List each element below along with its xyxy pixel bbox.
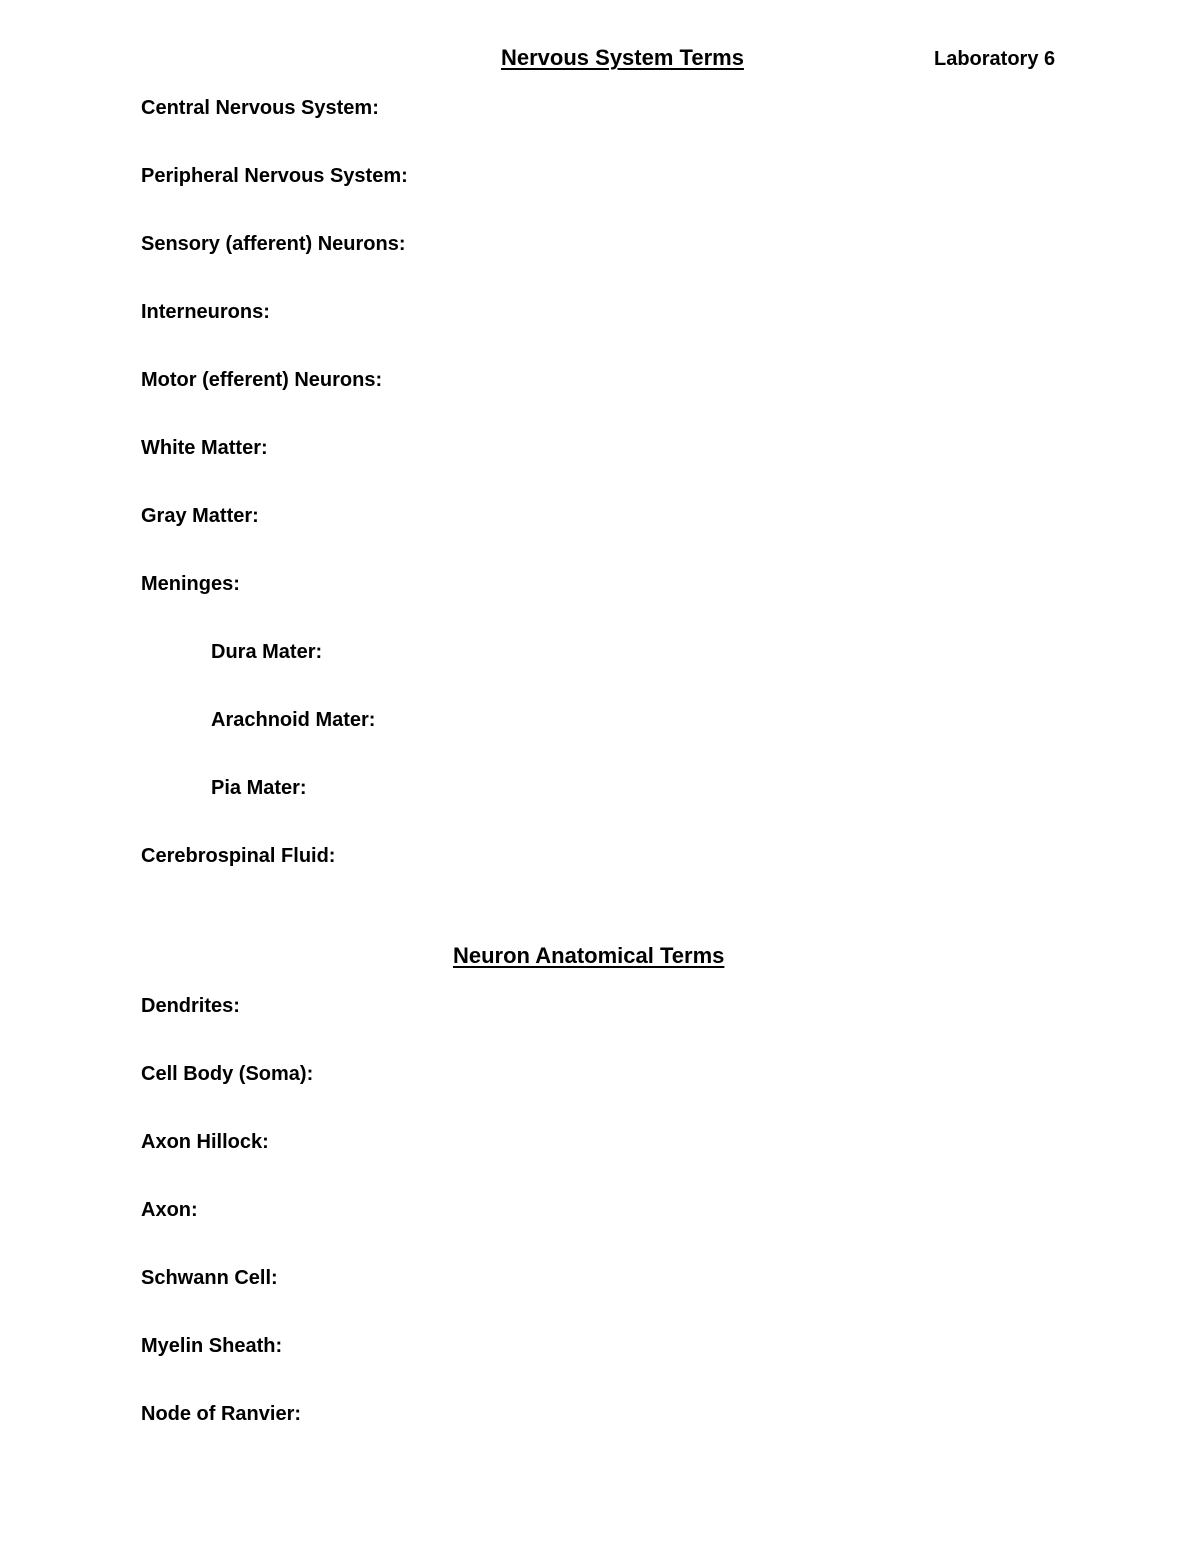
term-peripheral-nervous-system: Peripheral Nervous System: (141, 165, 408, 187)
page-title: Nervous System Terms (501, 45, 744, 70)
term-axon-hillock: Axon Hillock: (141, 1131, 269, 1153)
term-meninges: Meninges: (141, 573, 240, 595)
term-dura-mater: Dura Mater: (211, 641, 323, 663)
term-cerebrospinal-fluid: Cerebrospinal Fluid: (141, 845, 336, 867)
term-interneurons: Interneurons: (141, 301, 270, 323)
term-axon: Axon: (141, 1199, 198, 1221)
term-node-of-ranvier: Node of Ranvier: (141, 1403, 302, 1425)
term-schwann-cell: Schwann Cell: (141, 1267, 278, 1289)
term-myelin-sheath: Myelin Sheath: (141, 1335, 283, 1357)
term-gray-matter: Gray Matter: (141, 505, 259, 527)
lab-label: Laboratory 6 (934, 48, 1056, 70)
term-motor-neurons: Motor (efferent) Neurons: (141, 369, 383, 391)
term-dendrites: Dendrites: (141, 995, 240, 1017)
term-arachnoid-mater: Arachnoid Mater: (211, 709, 376, 731)
term-cell-body: Cell Body (Soma): (141, 1063, 314, 1085)
term-central-nervous-system: Central Nervous System: (141, 97, 379, 119)
term-white-matter: White Matter: (141, 437, 268, 459)
term-pia-mater: Pia Mater: (211, 777, 307, 799)
term-sensory-neurons: Sensory (afferent) Neurons: (141, 233, 406, 255)
neuron-section-title: Neuron Anatomical Terms (453, 943, 725, 968)
